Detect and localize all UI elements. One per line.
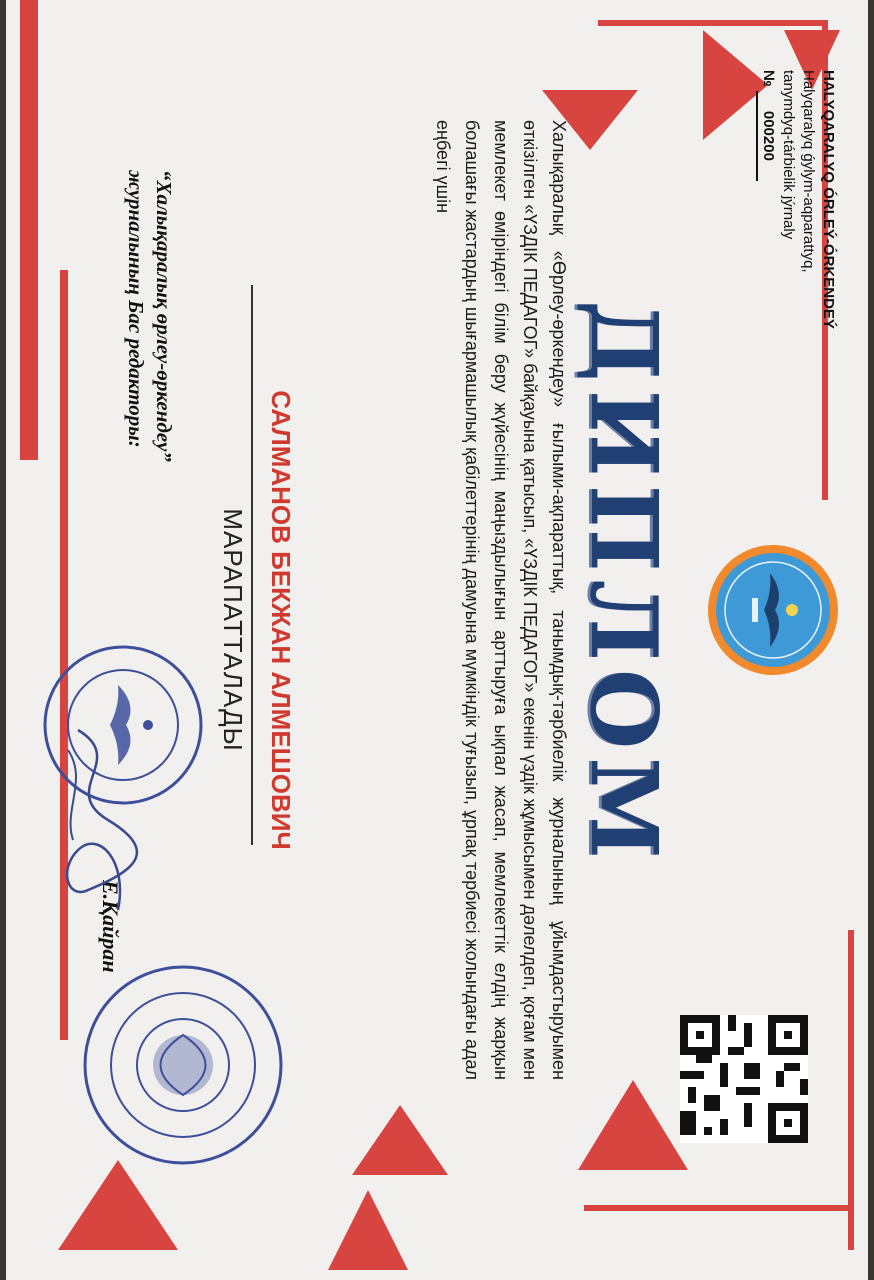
editor-title-line-2: журналының Бас редакторы: [124,170,148,448]
frame-line [20,0,38,460]
certificate-number [756,70,778,590]
diploma-content [6,0,868,1280]
journal-seal [708,545,838,675]
recipient-name: САЛМАНОВ БЕКЖАН АЛМЕШОВИЧ [266,390,296,850]
triangle-shape [352,1105,448,1175]
award-text: МАРАПАТТАЛАДЫ [218,508,248,752]
triangle-shape [58,1160,178,1250]
frame-line [584,1205,854,1211]
journal-seal-inner [716,553,830,667]
frame-line [848,930,854,1250]
qr-code-icon [680,1015,808,1143]
triangle-shape [328,1190,408,1270]
number-prefix: № [760,70,777,87]
triangle-shape [578,1080,688,1170]
header-line-2: Halyqaralyq ǵylym-aqparattyq, [800,70,817,273]
signature-line [251,285,253,845]
editor-name: Е.Қайран [98,880,123,973]
header-line-3: tanymdyq-tárbielik jýrnaly [780,70,797,240]
editor-title [122,170,178,570]
editor-title-line-1: “Халықаралық өрлеу-өркендеу” [152,170,176,462]
diploma-paper [6,0,868,1280]
diploma-body-text: Халықаралық «Өрлеу-өркендеу» ғылыми-ақпараттық, танымдық-тәрбиелік журналының ұйымдастыруымен өткізілген «ҮЗДІК ПЕДАГОГ» байқауына қатысып, «ҮЗДІК ПЕДАГОГ» екенін үздік жұмысымен дәлелдеп, қоғам мен мемлекет өміріндегі білім беру жүйесінің маңыздылығын арттыруға ықпал жасап, мемлекеттік елдің жарқын болашағы жастардың шығармашылық қабілеттерінің дамуына мүмкіндік туғызып, ұрпақ тәрбиесі жолындағы адал еңбегі үшін [433,120,569,1080]
frame-line [598,20,828,26]
eagle-icon [716,553,830,667]
header-line-1: HALYQARALYQ ÓRLEÝ-ÓRKENDEÝ [820,70,837,329]
handwritten-signature-icon [48,720,168,920]
qr-code [680,1015,808,1143]
diploma-title: ДИПЛОМ [570,300,678,867]
journal-header [756,70,838,590]
number-value: 000200 [756,91,778,181]
official-stamp-icon [78,960,288,1170]
